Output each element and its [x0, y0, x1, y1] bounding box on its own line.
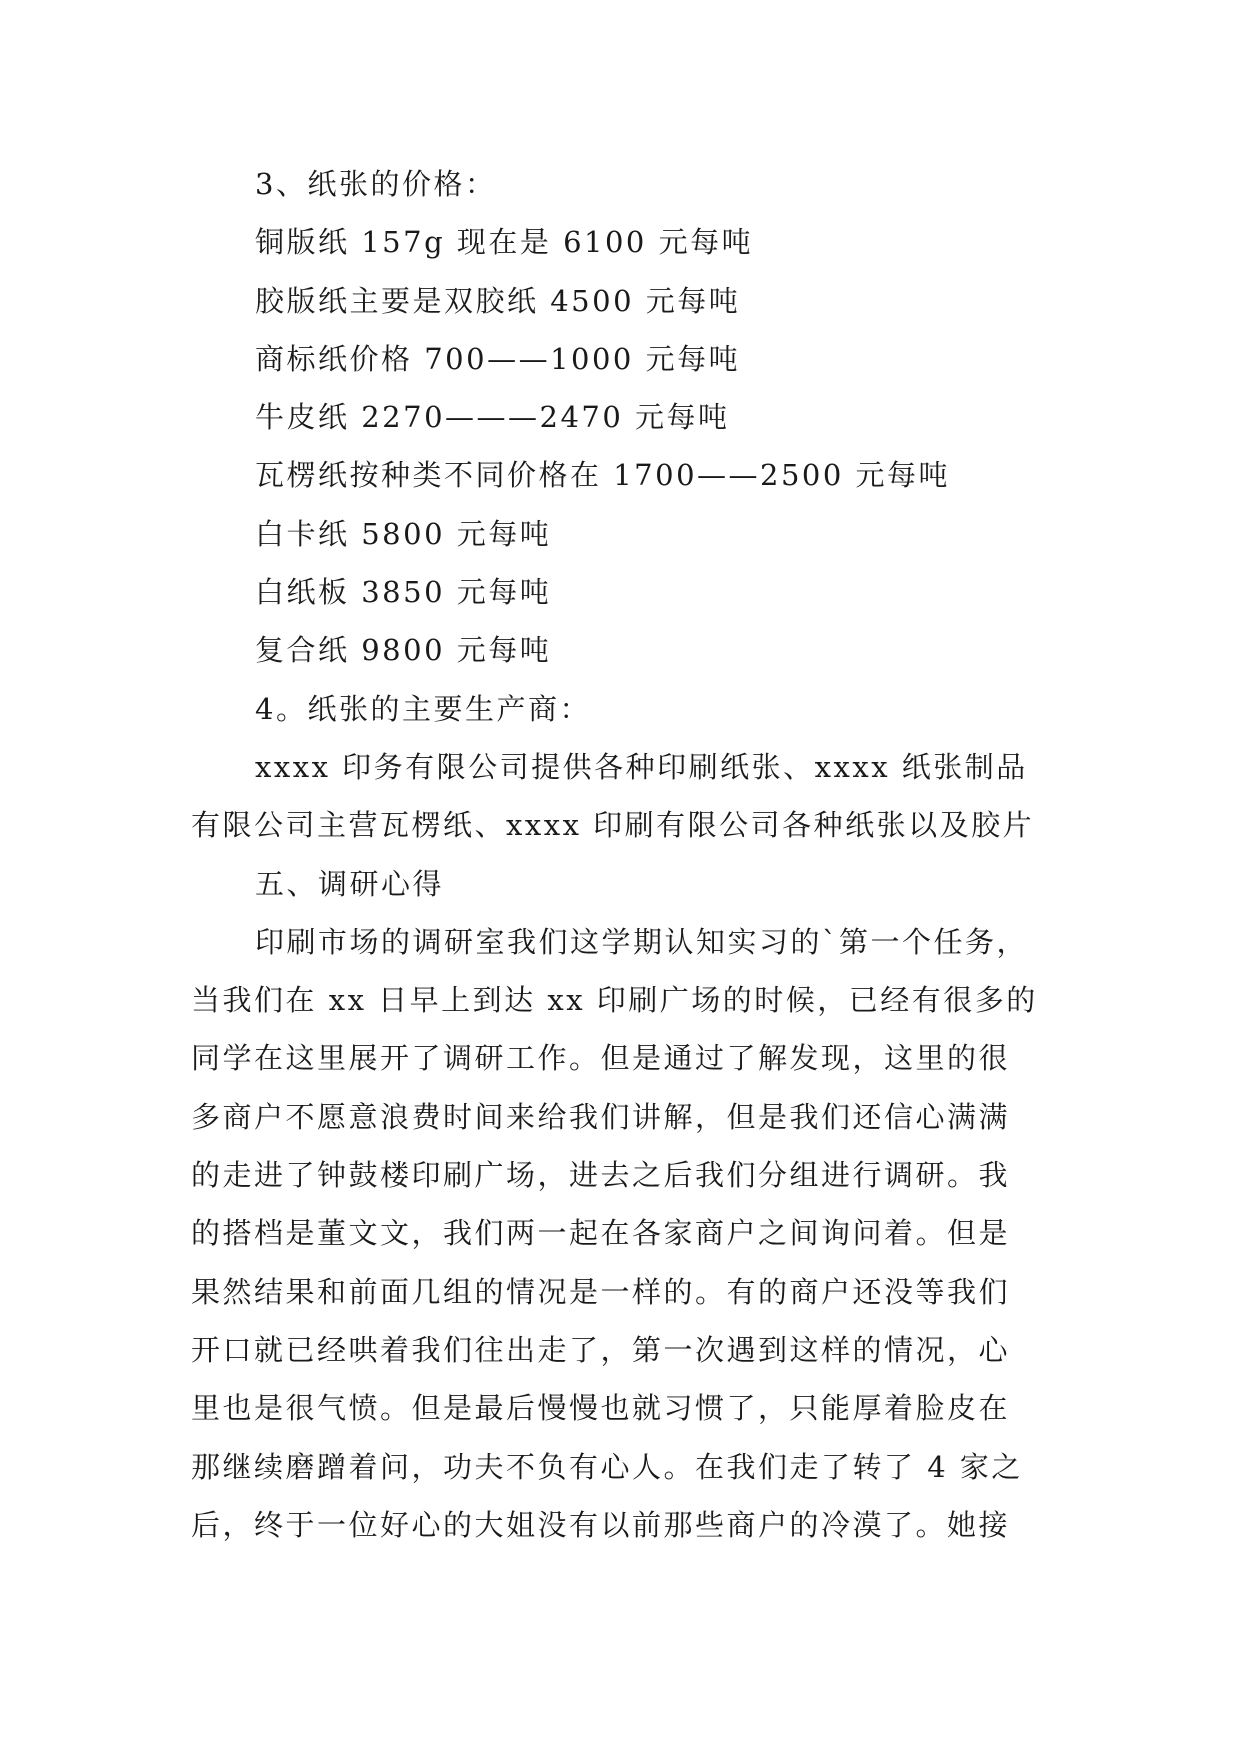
text-line: 商标纸价格 700——1000 元每吨 [255, 341, 741, 376]
text-line: 多商户不愿意浪费时间来给我们讲解，但是我们还信心满满 [191, 1099, 1011, 1134]
text-line: 那继续磨蹭着问，功夫不负有心人。在我们走了转了 4 家之 [191, 1449, 1023, 1484]
text-line: 开口就已经哄着我们往出走了，第一次遇到这样的情况，心 [191, 1332, 1011, 1367]
text-line: 后，终于一位好心的大姐没有以前那些商户的冷漠了。她接 [191, 1507, 1011, 1542]
text-line: 4。纸张的主要生产商： [255, 691, 591, 726]
text-line: 铜版纸 157g 现在是 6100 元每吨 [255, 225, 754, 260]
text-line: 牛皮纸 2270———2470 元每吨 [255, 400, 730, 435]
text-line: 白纸板 3850 元每吨 [255, 575, 552, 610]
text-line: 瓦楞纸按种类不同价格在 1700——2500 元每吨 [255, 458, 951, 493]
text-line: 的搭档是董文文，我们两一起在各家商户之间询问着。但是 [191, 1216, 1011, 1251]
text-line: 当我们在 xx 日早上到达 xx 印刷广场的时候，已经有很多的 [191, 983, 1038, 1018]
text-line: 复合纸 9800 元每吨 [255, 633, 552, 668]
text-line: 胶版纸主要是双胶纸 4500 元每吨 [255, 283, 741, 318]
text-line: 印刷市场的调研室我们这学期认知实习的`第一个任务， [255, 924, 1029, 959]
text-line: 五、调研心得 [255, 866, 445, 901]
text-line: 有限公司主营瓦楞纸、xxxx 印刷有限公司各种纸张以及胶片 [191, 808, 1035, 843]
text-line: 白卡纸 5800 元每吨 [255, 516, 552, 551]
document-body [191, 155, 1061, 1554]
text-line: 同学在这里展开了调研工作。但是通过了解发现，这里的很 [191, 1041, 1011, 1076]
text-line: 里也是很气愤。但是最后慢慢也就习惯了，只能厚着脸皮在 [191, 1391, 1011, 1426]
text-line: 果然结果和前面几组的情况是一样的。有的商户还没等我们 [191, 1274, 1011, 1309]
text-line: xxxx 印务有限公司提供各种印刷纸张、xxxx 纸张制品 [255, 749, 1028, 784]
text-line: 的走进了钟鼓楼印刷广场，进去之后我们分组进行调研。我 [191, 1158, 1011, 1193]
text-line: 3、纸张的价格： [255, 167, 497, 201]
